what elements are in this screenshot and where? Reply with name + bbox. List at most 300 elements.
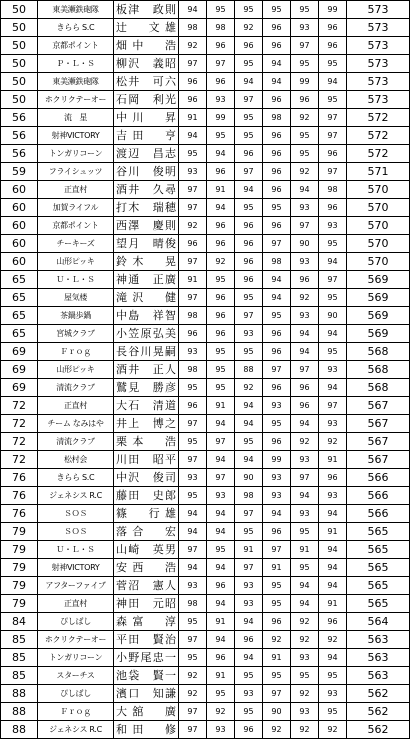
series-score-cell: 94: [235, 649, 263, 667]
name-cell: 中川 昇: [114, 109, 179, 127]
series-score-cell: 96: [207, 289, 235, 307]
results-body: [1, 1, 410, 739]
name-cell: 小野尾忠一: [114, 649, 179, 667]
table-row: [1, 271, 410, 289]
team-cell: 正直村: [38, 595, 114, 613]
rank-cell: 88: [1, 685, 38, 703]
series-score-cell: 96: [319, 37, 347, 55]
series-score-cell: 97: [263, 541, 291, 559]
series-score-cell: 99: [207, 109, 235, 127]
series-score-cell: 91: [319, 595, 347, 613]
total-cell: 563: [347, 649, 410, 667]
series-score-cell: 95: [263, 667, 291, 685]
table-row: [1, 217, 410, 235]
name-cell: 菅沼 憲人: [114, 577, 179, 595]
series-score-cell: 94: [235, 397, 263, 415]
table-row: [1, 451, 410, 469]
series-score-cell: 94: [319, 379, 347, 397]
series-score-cell: 94: [263, 271, 291, 289]
rank-cell: 60: [1, 235, 38, 253]
rank-cell: 50: [1, 37, 38, 55]
table-row: [1, 505, 410, 523]
series-score-cell: 92: [291, 721, 319, 739]
series-score-cell: 94: [263, 289, 291, 307]
name-cell: 小笠原弘美: [114, 325, 179, 343]
series-score-cell: 95: [207, 1, 235, 19]
name-cell: 篠 行雄: [114, 505, 179, 523]
series-score-cell: 92: [291, 685, 319, 703]
series-score-cell: 94: [235, 613, 263, 631]
series-score-cell: 93: [291, 253, 319, 271]
rank-cell: 72: [1, 451, 38, 469]
table-row: [1, 361, 410, 379]
series-score-cell: 94: [207, 415, 235, 433]
name-cell: 濱口 知謙: [114, 685, 179, 703]
table-row: [1, 145, 410, 163]
series-score-cell: 95: [235, 127, 263, 145]
series-score-cell: 95: [263, 199, 291, 217]
series-score-cell: 95: [291, 145, 319, 163]
total-cell: 565: [347, 559, 410, 577]
series-score-cell: 94: [207, 595, 235, 613]
rank-cell: 72: [1, 415, 38, 433]
name-cell: 打木 瑞穂: [114, 199, 179, 217]
series-score-cell: 90: [263, 703, 291, 721]
series-score-cell: 94: [179, 1, 207, 19]
series-score-cell: 94: [291, 181, 319, 199]
name-cell: 渡辺 昌志: [114, 145, 179, 163]
table-row: [1, 523, 410, 541]
total-cell: 568: [347, 361, 410, 379]
series-score-cell: 93: [291, 451, 319, 469]
rank-cell: 69: [1, 379, 38, 397]
series-score-cell: 95: [179, 379, 207, 397]
table-row: [1, 199, 410, 217]
rank-cell: 65: [1, 307, 38, 325]
series-score-cell: 94: [291, 343, 319, 361]
series-score-cell: 92: [179, 37, 207, 55]
total-cell: 562: [347, 721, 410, 739]
series-score-cell: 95: [291, 559, 319, 577]
series-score-cell: 95: [207, 271, 235, 289]
series-score-cell: 97: [179, 451, 207, 469]
rank-cell: 84: [1, 613, 38, 631]
name-cell: 落合 宏: [114, 523, 179, 541]
series-score-cell: 95: [179, 649, 207, 667]
table-row: [1, 127, 410, 145]
team-cell: 東美瀬鉄砲隊: [38, 1, 114, 19]
series-score-cell: 97: [179, 703, 207, 721]
series-score-cell: 88: [235, 361, 263, 379]
table-row: [1, 397, 410, 415]
series-score-cell: 96: [263, 19, 291, 37]
team-cell: きらら S.C: [38, 469, 114, 487]
series-score-cell: 98: [263, 109, 291, 127]
series-score-cell: 98: [179, 595, 207, 613]
series-score-cell: 96: [179, 91, 207, 109]
total-cell: 573: [347, 73, 410, 91]
series-score-cell: 96: [207, 217, 235, 235]
series-score-cell: 95: [263, 577, 291, 595]
name-cell: 鈴木 晃: [114, 253, 179, 271]
series-score-cell: 91: [235, 541, 263, 559]
series-score-cell: 96: [263, 91, 291, 109]
name-cell: 長谷川晃嗣: [114, 343, 179, 361]
team-cell: チーキーズ: [38, 235, 114, 253]
table-row: [1, 487, 410, 505]
series-score-cell: 94: [319, 541, 347, 559]
team-cell: 射神VICTORY: [38, 127, 114, 145]
rank-cell: 60: [1, 181, 38, 199]
series-score-cell: 96: [263, 433, 291, 451]
series-score-cell: 97: [263, 361, 291, 379]
series-score-cell: 93: [291, 199, 319, 217]
name-cell: 畑中 浩: [114, 37, 179, 55]
series-score-cell: 96: [263, 379, 291, 397]
team-cell: ＳＯＳ: [38, 505, 114, 523]
team-cell: 射神VICTORY: [38, 559, 114, 577]
table-row: [1, 55, 410, 73]
rank-cell: 88: [1, 721, 38, 739]
series-score-cell: 95: [263, 307, 291, 325]
series-score-cell: 95: [235, 343, 263, 361]
series-score-cell: 98: [207, 19, 235, 37]
team-cell: 正直村: [38, 181, 114, 199]
table-row: [1, 595, 410, 613]
series-score-cell: 97: [291, 37, 319, 55]
total-cell: 562: [347, 685, 410, 703]
series-score-cell: 94: [263, 55, 291, 73]
team-cell: トンガリコーン: [38, 649, 114, 667]
series-score-cell: 91: [207, 397, 235, 415]
series-score-cell: 92: [291, 433, 319, 451]
name-cell: 安西 浩: [114, 559, 179, 577]
series-score-cell: 96: [207, 37, 235, 55]
rank-cell: 65: [1, 271, 38, 289]
series-score-cell: 92: [235, 379, 263, 397]
series-score-cell: 94: [179, 523, 207, 541]
series-score-cell: 91: [319, 451, 347, 469]
series-score-cell: 97: [235, 91, 263, 109]
total-cell: 567: [347, 451, 410, 469]
total-cell: 573: [347, 55, 410, 73]
series-score-cell: 96: [263, 325, 291, 343]
series-score-cell: 92: [179, 667, 207, 685]
team-cell: 宮城クラブ: [38, 325, 114, 343]
total-cell: 573: [347, 1, 410, 19]
team-cell: 松村会: [38, 451, 114, 469]
series-score-cell: 94: [207, 145, 235, 163]
series-score-cell: 95: [207, 343, 235, 361]
series-score-cell: 96: [207, 649, 235, 667]
table-row: [1, 307, 410, 325]
series-score-cell: 96: [207, 73, 235, 91]
team-cell: アフターファイブ: [38, 577, 114, 595]
series-score-cell: 95: [179, 433, 207, 451]
team-cell: 東美瀬鉄砲隊: [38, 73, 114, 91]
series-score-cell: 93: [235, 325, 263, 343]
series-score-cell: 98: [179, 19, 207, 37]
series-score-cell: 92: [235, 19, 263, 37]
team-cell: 京都ポイント: [38, 37, 114, 55]
series-score-cell: 92: [319, 631, 347, 649]
series-score-cell: 96: [263, 163, 291, 181]
series-score-cell: 91: [291, 541, 319, 559]
table-row: [1, 577, 410, 595]
series-score-cell: 91: [179, 109, 207, 127]
series-score-cell: 93: [235, 577, 263, 595]
team-cell: 京都ポイント: [38, 217, 114, 235]
rank-cell: 85: [1, 631, 38, 649]
series-score-cell: 92: [263, 631, 291, 649]
table-row: [1, 379, 410, 397]
rank-cell: 50: [1, 19, 38, 37]
series-score-cell: 96: [235, 721, 263, 739]
series-score-cell: 95: [207, 361, 235, 379]
rank-cell: 56: [1, 127, 38, 145]
rank-cell: 69: [1, 343, 38, 361]
series-score-cell: 92: [291, 631, 319, 649]
total-cell: 572: [347, 109, 410, 127]
series-score-cell: 93: [319, 415, 347, 433]
table-row: [1, 559, 410, 577]
team-cell: ホクリクテーオー: [38, 631, 114, 649]
series-score-cell: 96: [207, 235, 235, 253]
series-score-cell: 94: [263, 73, 291, 91]
series-score-cell: 97: [263, 685, 291, 703]
total-cell: 573: [347, 19, 410, 37]
series-score-cell: 95: [179, 145, 207, 163]
rank-cell: 72: [1, 397, 38, 415]
rank-cell: 85: [1, 667, 38, 685]
total-cell: 569: [347, 325, 410, 343]
total-cell: 569: [347, 271, 410, 289]
series-score-cell: 93: [207, 91, 235, 109]
series-score-cell: 97: [179, 721, 207, 739]
table-row: [1, 19, 410, 37]
series-score-cell: 97: [319, 109, 347, 127]
name-cell: 神田 元昭: [114, 595, 179, 613]
series-score-cell: 97: [235, 505, 263, 523]
team-cell: 山形ピッキ: [38, 361, 114, 379]
table-row: [1, 91, 410, 109]
series-score-cell: 91: [207, 613, 235, 631]
series-score-cell: 91: [207, 181, 235, 199]
series-score-cell: 94: [207, 523, 235, 541]
total-cell: 568: [347, 379, 410, 397]
series-score-cell: 93: [179, 469, 207, 487]
total-cell: 565: [347, 523, 410, 541]
series-score-cell: 95: [207, 685, 235, 703]
series-score-cell: 97: [319, 271, 347, 289]
series-score-cell: 94: [235, 181, 263, 199]
total-cell: 569: [347, 289, 410, 307]
series-score-cell: 94: [207, 505, 235, 523]
series-score-cell: 95: [319, 91, 347, 109]
series-score-cell: 95: [179, 487, 207, 505]
series-score-cell: 93: [235, 685, 263, 703]
series-score-cell: 93: [291, 703, 319, 721]
series-score-cell: 93: [263, 487, 291, 505]
series-score-cell: 93: [207, 487, 235, 505]
series-score-cell: 93: [179, 577, 207, 595]
table-row: [1, 613, 410, 631]
series-score-cell: 97: [235, 163, 263, 181]
series-score-cell: 96: [179, 325, 207, 343]
team-cell: ＳＯＳ: [38, 523, 114, 541]
name-cell: 酒井 正人: [114, 361, 179, 379]
rank-cell: 56: [1, 145, 38, 163]
series-score-cell: 95: [263, 1, 291, 19]
series-score-cell: 97: [179, 289, 207, 307]
name-cell: 酒井 久尋: [114, 181, 179, 199]
series-score-cell: 97: [235, 559, 263, 577]
name-cell: 栗本 浩: [114, 433, 179, 451]
rank-cell: 79: [1, 541, 38, 559]
name-cell: 板津 政則: [114, 1, 179, 19]
series-score-cell: 95: [207, 541, 235, 559]
name-cell: 柳沢 義昭: [114, 55, 179, 73]
series-score-cell: 93: [263, 397, 291, 415]
series-score-cell: 96: [235, 271, 263, 289]
total-cell: 572: [347, 145, 410, 163]
total-cell: 571: [347, 163, 410, 181]
rank-cell: 59: [1, 163, 38, 181]
series-score-cell: 92: [291, 163, 319, 181]
team-cell: ホクリクテーオー: [38, 91, 114, 109]
team-cell: Ｕ・Ｌ・Ｓ: [38, 541, 114, 559]
team-cell: 加賀ライフル: [38, 199, 114, 217]
name-cell: 川田 昭平: [114, 451, 179, 469]
series-score-cell: 96: [291, 271, 319, 289]
series-score-cell: 94: [179, 505, 207, 523]
total-cell: 570: [347, 181, 410, 199]
series-score-cell: 93: [291, 649, 319, 667]
series-score-cell: 93: [179, 163, 207, 181]
team-cell: Ｐ・Ｌ・Ｓ: [38, 55, 114, 73]
team-cell: Ｆｒｏｇ: [38, 343, 114, 361]
series-score-cell: 95: [291, 667, 319, 685]
series-score-cell: 97: [179, 55, 207, 73]
rank-cell: 60: [1, 253, 38, 271]
series-score-cell: 95: [319, 667, 347, 685]
series-score-cell: 95: [235, 523, 263, 541]
rank-cell: 60: [1, 199, 38, 217]
rank-cell: 72: [1, 433, 38, 451]
series-score-cell: 96: [319, 613, 347, 631]
series-score-cell: 95: [263, 595, 291, 613]
series-score-cell: 97: [291, 217, 319, 235]
total-cell: 563: [347, 631, 410, 649]
series-score-cell: 93: [291, 307, 319, 325]
name-cell: 中島 祥智: [114, 307, 179, 325]
name-cell: 谷川 俊明: [114, 163, 179, 181]
series-score-cell: 95: [179, 613, 207, 631]
name-cell: 石岡 利光: [114, 91, 179, 109]
total-cell: 572: [347, 127, 410, 145]
series-score-cell: 90: [235, 469, 263, 487]
series-score-cell: 94: [235, 451, 263, 469]
team-cell: スターチス: [38, 667, 114, 685]
series-score-cell: 96: [263, 523, 291, 541]
team-cell: ぴしばし: [38, 613, 114, 631]
series-score-cell: 93: [319, 487, 347, 505]
rank-cell: 50: [1, 91, 38, 109]
series-score-cell: 94: [291, 595, 319, 613]
team-cell: トンガリコーン: [38, 145, 114, 163]
series-score-cell: 93: [207, 721, 235, 739]
total-cell: 565: [347, 541, 410, 559]
rank-cell: 65: [1, 289, 38, 307]
series-score-cell: 96: [291, 91, 319, 109]
table-row: [1, 325, 410, 343]
series-score-cell: 94: [263, 505, 291, 523]
table-row: [1, 415, 410, 433]
series-score-cell: 96: [179, 397, 207, 415]
series-score-cell: 98: [263, 253, 291, 271]
team-cell: 清流クラブ: [38, 379, 114, 397]
series-score-cell: 95: [207, 127, 235, 145]
name-cell: 和田 修: [114, 721, 179, 739]
table-row: [1, 109, 410, 127]
series-score-cell: 92: [291, 613, 319, 631]
team-cell: Ｆｒｏｇ: [38, 703, 114, 721]
series-score-cell: 96: [207, 163, 235, 181]
series-score-cell: 96: [319, 145, 347, 163]
series-score-cell: 95: [235, 1, 263, 19]
name-cell: 鷲見 勝彦: [114, 379, 179, 397]
series-score-cell: 97: [319, 163, 347, 181]
series-score-cell: 94: [291, 577, 319, 595]
rank-cell: 79: [1, 577, 38, 595]
total-cell: 567: [347, 433, 410, 451]
series-score-cell: 95: [235, 703, 263, 721]
team-cell: フライシュッツ: [38, 163, 114, 181]
series-score-cell: 93: [291, 19, 319, 37]
total-cell: 567: [347, 397, 410, 415]
series-score-cell: 96: [263, 37, 291, 55]
series-score-cell: 96: [263, 343, 291, 361]
total-cell: 565: [347, 595, 410, 613]
table-row: [1, 289, 410, 307]
series-score-cell: 94: [207, 559, 235, 577]
table-row: [1, 253, 410, 271]
series-score-cell: 97: [263, 235, 291, 253]
series-score-cell: 92: [207, 253, 235, 271]
rank-cell: 50: [1, 55, 38, 73]
series-score-cell: 95: [235, 55, 263, 73]
team-cell: 清流クラブ: [38, 433, 114, 451]
team-cell: 茶鍋歩鍋: [38, 307, 114, 325]
series-score-cell: 96: [319, 199, 347, 217]
total-cell: 566: [347, 505, 410, 523]
series-score-cell: 93: [235, 595, 263, 613]
series-score-cell: 95: [235, 433, 263, 451]
series-score-cell: 92: [207, 703, 235, 721]
series-score-cell: 99: [263, 451, 291, 469]
total-cell: 563: [347, 667, 410, 685]
series-score-cell: 92: [319, 433, 347, 451]
series-score-cell: 95: [319, 343, 347, 361]
team-cell: きらら S.C: [38, 19, 114, 37]
series-score-cell: 96: [291, 397, 319, 415]
team-cell: Ｕ・Ｌ・Ｓ: [38, 271, 114, 289]
series-score-cell: 98: [179, 361, 207, 379]
total-cell: 570: [347, 199, 410, 217]
series-score-cell: 99: [291, 73, 319, 91]
table-row: [1, 343, 410, 361]
series-score-cell: 96: [319, 19, 347, 37]
